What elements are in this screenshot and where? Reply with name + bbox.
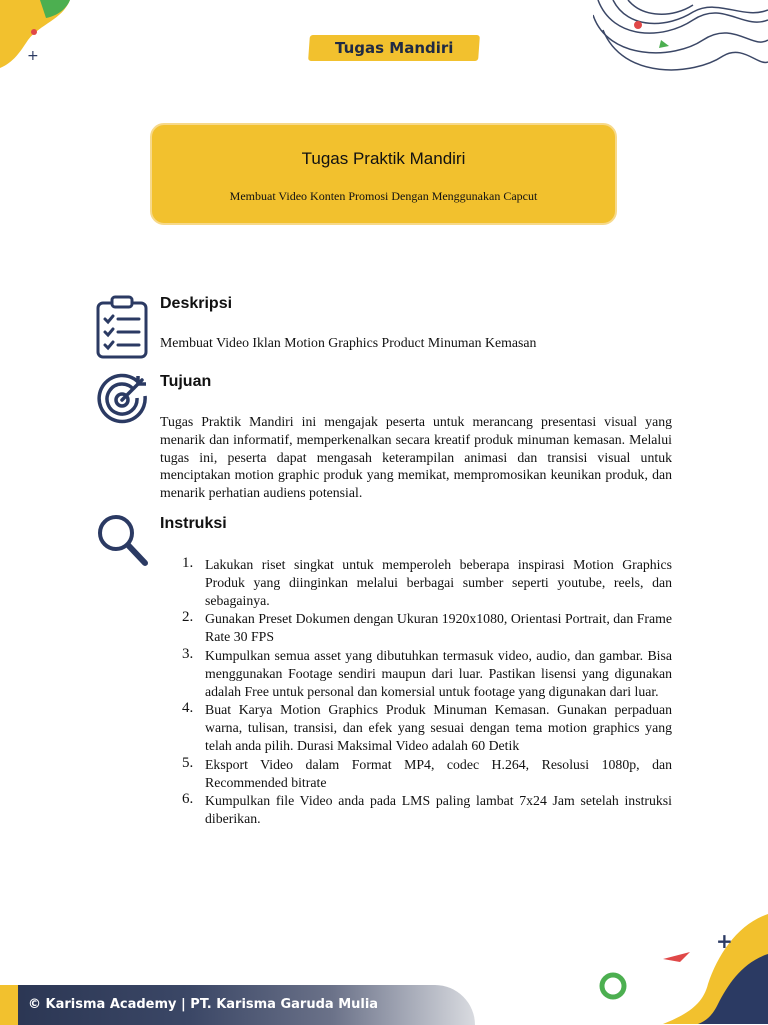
list-item: 5. Eksport Video dalam Format MP4, codec H.264, Resolusi 1080p, dan Recommended bitrate — [182, 754, 672, 790]
svg-text:+: + — [716, 929, 733, 953]
corner-decoration-top-right — [593, 0, 768, 80]
title-box — [150, 123, 617, 225]
list-item: 1. Lakukan riset singkat untuk memperoleh beberapa inspirasi Motion Graphics Produk yang diinginkan melalui berbagai sumber seperti youtube, reels, dan sebagainya. — [182, 555, 672, 608]
corner-decoration-bottom-right — [568, 914, 768, 1024]
header-tag — [308, 35, 480, 61]
section-title-instruksi: Instruksi — [160, 515, 227, 532]
section-title-tujuan: Tujuan — [160, 373, 212, 390]
svg-text:+: + — [27, 48, 39, 64]
section-title-deskripsi: Deskripsi — [160, 295, 233, 312]
clipboard-checklist-icon — [95, 295, 149, 359]
list-item: 2. Gunakan Preset Dokumen dengan Ukuran 1920x1080, Orientasi Portrait, dan Frame Rate 30 FPS — [182, 609, 672, 645]
list-item: 6. Kumpulkan file Video anda pada LMS paling lambat 7x24 Jam setelah instruksi diberikan. — [182, 791, 672, 827]
target-arrow-icon — [96, 372, 150, 426]
instruction-list — [160, 556, 672, 829]
list-item: 4. Buat Karya Motion Graphics Produk Minuman Kemasan. Gunakan perpaduan warna, tulisan, transisi, dan efek yang sesuai dengan tema motion graphics yang telah anda pilih. Durasi Maksimal Video adalah 60 Detik — [182, 700, 672, 753]
magnifier-icon — [96, 513, 150, 567]
deskripsi-text: Membuat Video Iklan Motion Graphics Product Minuman Kemasan — [160, 335, 537, 350]
task-title: Tugas Praktik Mandiri — [301, 149, 466, 168]
tujuan-text: Tugas Praktik Mandiri ini mengajak peserta untuk merancang presentasi visual yang menarik dan informatif, memperkenalkan secara kreatif produk minuman kemasan. Melalui tugas ini, peserta dapat mengasah keterampilan animasi dan transisi visual untuk menciptakan motion graphic produk yang memikat, mempromosikan keunikan produk, dan menarik perhatian audiens potensial. — [160, 414, 672, 501]
header-tag-label: Tugas Mandiri — [334, 39, 454, 57]
footer-accent — [0, 985, 18, 1025]
footer-copyright: © Karisma Academy | PT. Karisma Garuda Mulia — [28, 997, 379, 1012]
task-subtitle: Membuat Video Konten Promosi Dengan Menggunakan Capcut — [229, 189, 538, 203]
corner-decoration-top-left — [0, 0, 80, 80]
list-item: 3. Kumpulkan semua asset yang dibutuhkan termasuk video, audio, dan gambar. Bisa menggunakan Footage sendiri maupun dari luar. Pastikan lisensi yang digunakan adalah Free untuk personal dan komersial untuk footage yang digunakan dari luar. — [182, 645, 672, 699]
